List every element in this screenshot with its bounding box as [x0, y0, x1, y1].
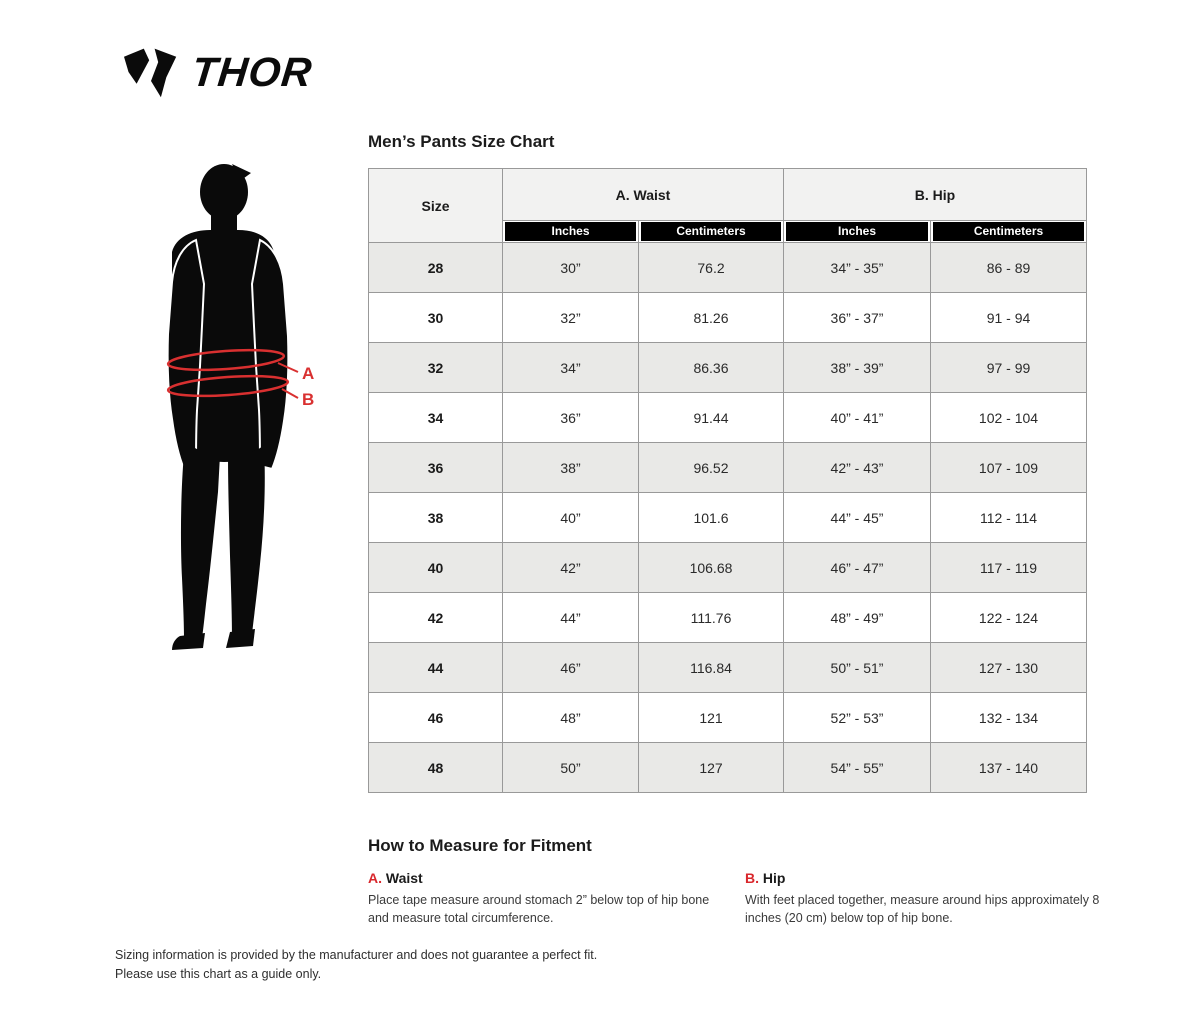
cell-hip_cm: 112 - 114	[931, 493, 1087, 543]
cell-hip_cm: 97 - 99	[931, 343, 1087, 393]
cell-hip_in: 54” - 55”	[784, 743, 931, 793]
cell-hip_in: 46” - 47”	[784, 543, 931, 593]
column-header-hip-group: B. Hip	[784, 169, 1087, 221]
cell-hip_cm: 122 - 124	[931, 593, 1087, 643]
brand-wordmark: THOR	[189, 48, 315, 95]
column-header-size: Size	[369, 169, 503, 243]
cell-waist_cm: 111.76	[639, 593, 784, 643]
cell-waist_in: 50”	[503, 743, 639, 793]
cell-size: 32	[369, 343, 503, 393]
table-row	[369, 243, 1087, 293]
cell-hip_cm: 91 - 94	[931, 293, 1087, 343]
unit-label: Inches	[505, 222, 636, 241]
cell-waist_in: 42”	[503, 543, 639, 593]
cell-waist_cm: 106.68	[639, 543, 784, 593]
howto-hip-letter: B.	[745, 870, 759, 886]
measurement-figure	[148, 156, 348, 656]
cell-hip_in: 34” - 35”	[784, 243, 931, 293]
cell-waist_cm: 127	[639, 743, 784, 793]
cell-size: 40	[369, 543, 503, 593]
table-row	[369, 443, 1087, 493]
column-header-waist-centimeters	[639, 221, 784, 243]
howto-waist-name: Waist	[385, 870, 423, 886]
cell-waist_in: 44”	[503, 593, 639, 643]
waist-tape-label: A	[302, 364, 315, 383]
cell-hip_cm: 137 - 140	[931, 743, 1087, 793]
unit-label: Centimeters	[641, 222, 781, 241]
column-header-waist-inches	[503, 221, 639, 243]
brand-logo	[124, 46, 315, 98]
cell-size: 38	[369, 493, 503, 543]
cell-waist_cm: 86.36	[639, 343, 784, 393]
cell-hip_in: 36” - 37”	[784, 293, 931, 343]
table-group-header-row	[369, 169, 1087, 221]
cell-hip_in: 42” - 43”	[784, 443, 931, 493]
cell-hip_cm: 102 - 104	[931, 393, 1087, 443]
cell-hip_cm: 107 - 109	[931, 443, 1087, 493]
cell-waist_in: 38”	[503, 443, 639, 493]
cell-waist_cm: 91.44	[639, 393, 784, 443]
cell-waist_in: 46”	[503, 643, 639, 693]
disclaimer-line-1: Sizing information is provided by the manufacturer and does not guarantee a perfect fit.	[115, 948, 598, 962]
cell-waist_cm: 96.52	[639, 443, 784, 493]
size-table	[368, 168, 1087, 793]
cell-hip_cm: 127 - 130	[931, 643, 1087, 693]
male-silhouette-graphic	[148, 156, 348, 656]
page-title: Men’s Pants Size Chart	[368, 132, 555, 151]
table-row	[369, 693, 1087, 743]
table-row	[369, 493, 1087, 543]
disclaimer-line-2: Please use this chart as a guide only.	[115, 967, 322, 982]
cell-waist_in: 36”	[503, 393, 639, 443]
cell-hip_in: 40” - 41”	[784, 393, 931, 443]
table-row	[369, 543, 1087, 593]
table-row	[369, 743, 1087, 793]
column-header-hip-inches	[784, 221, 931, 243]
cell-hip_in: 44” - 45”	[784, 493, 931, 543]
cell-size: 44	[369, 643, 503, 693]
cell-size: 36	[369, 443, 503, 493]
cell-waist_in: 48”	[503, 693, 639, 743]
table-row	[369, 643, 1087, 693]
hip-tape-label: B	[302, 390, 315, 409]
cell-waist_in: 30”	[503, 243, 639, 293]
cell-waist_in: 34”	[503, 343, 639, 393]
cell-waist_cm: 116.84	[639, 643, 784, 693]
cell-size: 42	[369, 593, 503, 643]
cell-size: 46	[369, 693, 503, 743]
howto-waist-description: Place tape measure around stomach 2” below top of hip bone and measure total circumference.	[368, 893, 710, 926]
cell-hip_in: 50” - 51”	[784, 643, 931, 693]
unit-label: Centimeters	[933, 222, 1084, 241]
cell-size: 34	[369, 393, 503, 443]
table-row	[369, 293, 1087, 343]
cell-hip_in: 48” - 49”	[784, 593, 931, 643]
cell-hip_cm: 117 - 119	[931, 543, 1087, 593]
howto-section-title: How to Measure for Fitment	[368, 836, 592, 855]
cell-waist_cm: 76.2	[639, 243, 784, 293]
cell-waist_cm: 81.26	[639, 293, 784, 343]
cell-waist_in: 40”	[503, 493, 639, 543]
howto-item-waist	[368, 870, 718, 927]
sizing-disclaimer	[115, 946, 597, 985]
howto-hip-name: Hip	[762, 870, 786, 886]
howto-hip-heading	[745, 870, 1110, 886]
table-row	[369, 343, 1087, 393]
howto-hip-description: With feet placed together, measure around hips approximately 8 inches (20 cm) below top of hip bone.	[745, 893, 1100, 926]
cell-waist_cm: 121	[639, 693, 784, 743]
cell-waist_in: 32”	[503, 293, 639, 343]
unit-label: Inches	[786, 222, 928, 241]
cell-size: 30	[369, 293, 503, 343]
cell-hip_cm: 86 - 89	[931, 243, 1087, 293]
cell-size: 28	[369, 243, 503, 293]
table-row	[369, 393, 1087, 443]
howto-waist-heading	[368, 870, 718, 886]
cell-hip_in: 38” - 39”	[784, 343, 931, 393]
cell-waist_cm: 101.6	[639, 493, 784, 543]
cell-size: 48	[369, 743, 503, 793]
size-table-body	[369, 243, 1087, 793]
column-header-waist-group: A. Waist	[503, 169, 784, 221]
howto-item-hip	[745, 870, 1110, 927]
column-header-hip-centimeters	[931, 221, 1087, 243]
cell-hip_cm: 132 - 134	[931, 693, 1087, 743]
thor-horns-icon	[124, 46, 178, 98]
cell-hip_in: 52” - 53”	[784, 693, 931, 743]
table-row	[369, 593, 1087, 643]
howto-waist-letter: A.	[368, 870, 382, 886]
